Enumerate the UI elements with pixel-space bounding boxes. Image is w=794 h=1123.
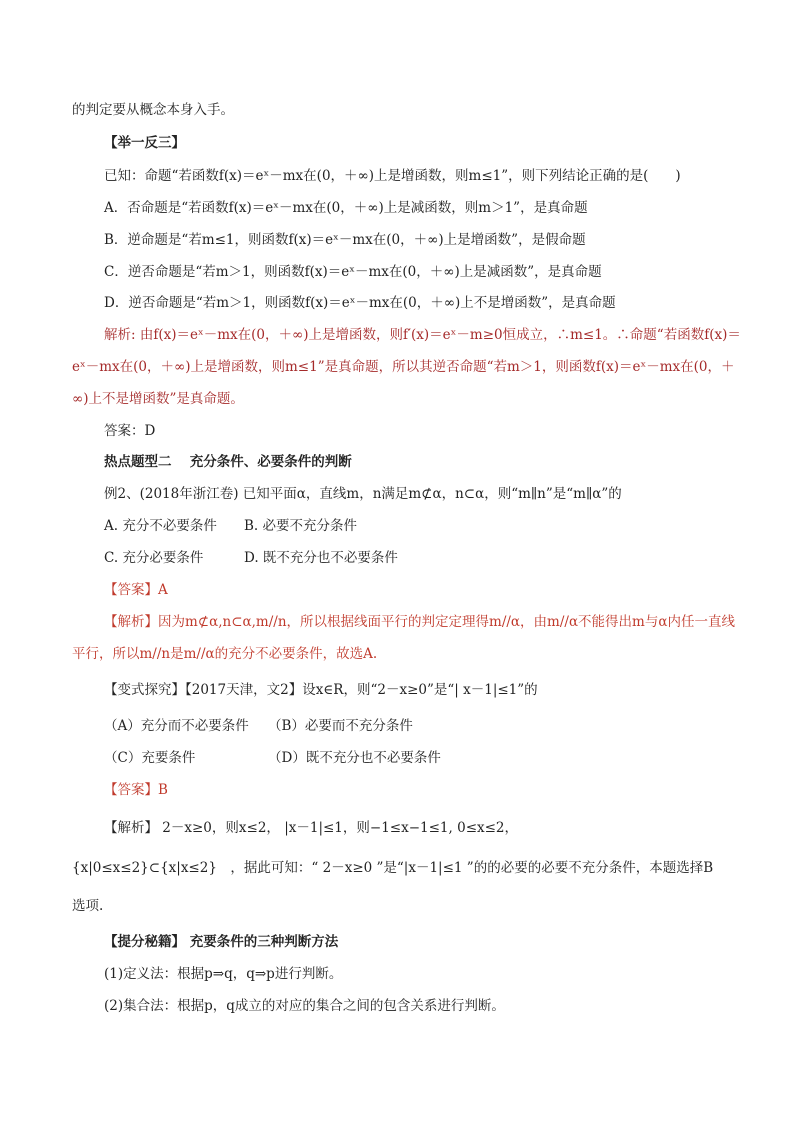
- section-heading: 【提分秘籍】 充要条件的三种判断方法: [104, 934, 339, 950]
- option-b: B．逆命题是“若m≤1，则函数f(x)＝eˣ－mx在(0，＋∞)上是增函数”，是假命题: [104, 232, 586, 248]
- analysis-line: ∞)上不是增函数”是真命题。: [72, 391, 244, 407]
- method-line: (2)集合法：根据p，q成立的对应的集合之间的包含关系进行判断。: [104, 998, 505, 1014]
- analysis-line: 【解析】 2－x≥0，则x≤2， |x－1|≤1，则−1≤x−1≤1, 0≤x≤2，: [104, 820, 519, 836]
- question-stem: 已知：命题“若函数f(x)＝eˣ－mx在(0，＋∞)上是增函数，则m≤1”，则下列结论正确的是( ): [104, 168, 681, 184]
- analysis-line: eˣ－mx在(0，＋∞)上是增函数，则m≤1”是真命题，所以其逆否命题“若m＞1，则函数f(x)＝eˣ－mx在(0，＋: [72, 359, 735, 375]
- option-row: [104, 748, 734, 768]
- option-c: C. 充分必要条件: [104, 550, 204, 566]
- analysis-line: 平行，所以m//n是m//α的充分不必要条件，故选A.: [72, 646, 378, 662]
- section-heading: 热点题型二 充分条件、必要条件的判断: [104, 454, 352, 470]
- option-a: A. 充分不必要条件: [104, 518, 217, 534]
- option-d: D．逆否命题是“若m＞1，则函数f(x)＝eˣ－mx在(0，＋∞)上不是增函数”，是真命题: [104, 295, 616, 311]
- method-line: (1)定义法：根据p⇒q，q⇒p进行判断。: [104, 966, 343, 982]
- option-row: [104, 516, 734, 536]
- option-b: B. 必要不充分条件: [244, 518, 358, 534]
- option-row: [104, 716, 734, 736]
- option-c: C．逆否命题是“若m＞1，则函数f(x)＝eˣ－mx在(0，＋∞)上是减函数”，是真命题: [104, 264, 602, 280]
- option-a: （A）充分而不必要条件: [104, 718, 249, 734]
- answer-line: 【答案】A: [104, 582, 168, 598]
- option-row: [104, 548, 734, 568]
- answer-line: 答案：D: [104, 423, 156, 439]
- option-d: D. 既不充分也不必要条件: [244, 550, 398, 566]
- answer-line: 【答案】B: [104, 782, 168, 798]
- option-d: （D）既不充分也不必要条件: [268, 750, 441, 766]
- option-a: A．否命题是“若函数f(x)＝eˣ－mx在(0，＋∞)上是减函数，则m＞1”，是真命题: [104, 200, 588, 216]
- variant-stem: 【变式探究】【2017天津，文2】设x∈R，则“2－x≥0”是“| x－1|≤1”的: [104, 682, 538, 698]
- analysis-line: 解析: 由f(x)＝eˣ－mx在(0，＋∞)上是增函数，则f′(x)＝eˣ－m≥0恒成立，∴m≤1。∴命题“若函数f(x)＝: [104, 327, 741, 343]
- option-c: （C）充要条件: [104, 750, 196, 766]
- analysis-line: 选项.: [72, 898, 104, 914]
- analysis-line: {x|0≤x≤2}⊂{x|x≤2} ，据此可知：“ 2－x≥0 ”是“|x－1|≤1 ”的的必要的必要不充分条件，本题选择B: [72, 860, 714, 876]
- example-stem: 例2、(2018年浙江卷) 已知平面α，直线m，n满足m⊄α，n⊂α，则“m∥n”是“m∥α”的: [104, 486, 622, 502]
- analysis-line: 【解析】因为m⊄α,n⊂α,m//n，所以根据线面平行的判定定理得m//α，由m//α不能得出m与α内任一直线: [104, 614, 735, 630]
- option-b: （B）必要而不充分条件: [268, 718, 413, 734]
- text-line: 的判定要从概念本身入手。: [72, 102, 234, 118]
- section-heading: 【举一反三】: [104, 135, 185, 151]
